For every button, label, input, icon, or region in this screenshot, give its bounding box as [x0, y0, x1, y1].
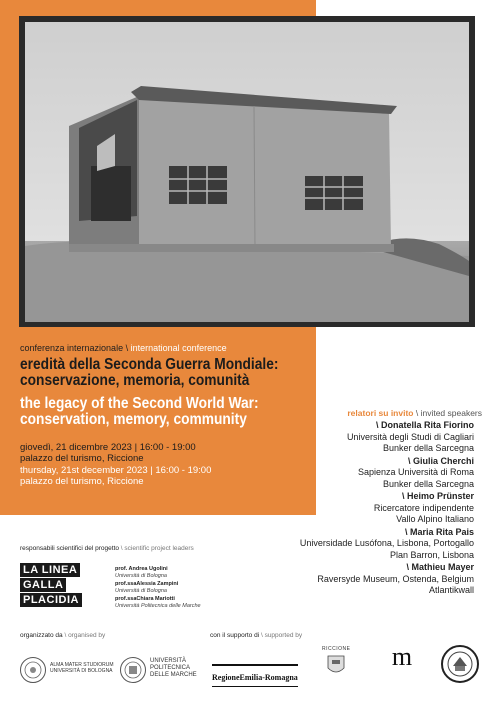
museo-logo-mark: m — [391, 642, 413, 671]
title-it-line2: conservazione, memoria, comunità — [20, 372, 250, 389]
speakers-header — [347, 408, 482, 418]
speakers-list — [274, 420, 474, 598]
separator: \ — [413, 408, 421, 418]
riccione-shield-icon — [326, 654, 346, 678]
professors-list — [115, 566, 201, 611]
title-en-line1: the legacy of the Second World War: — [20, 395, 259, 412]
professor-name: prof.ssaChiara Mariotti — [115, 596, 175, 602]
professor-affiliation: Università di Bologna — [115, 572, 167, 579]
speaker-site: Atlantikwall — [428, 585, 474, 595]
conference-label-it: conferenza internazionale — [20, 343, 124, 353]
conference-label-en: international conference — [130, 343, 227, 353]
supported-label-it: con il supporto di — [210, 632, 260, 639]
conference-type — [20, 343, 227, 353]
unibo-seal-icon — [20, 657, 46, 683]
speaker-item — [274, 527, 474, 562]
speaker-affiliation: Universidade Lusófona, Lisbona, Portogallo — [299, 538, 474, 548]
regione-logo-text: RegioneEmilia-Romagna — [212, 673, 298, 682]
logo-line-2: GALLA — [20, 578, 66, 592]
organized-label-it: organizzato da — [20, 632, 63, 639]
univpm-logo-text — [150, 658, 197, 679]
speaker-name: \ Heimo Prünster — [401, 491, 474, 501]
speaker-site: Bunker della Sarcegna — [382, 478, 474, 489]
speaker-site: Vallo Alpino Italiano — [396, 514, 474, 524]
speaker-site: Bunker della Sarcegna — [382, 443, 474, 453]
speaker-item — [274, 456, 474, 491]
riccione-logo — [322, 646, 350, 678]
speaker-item — [274, 562, 474, 597]
organized-by-label — [20, 632, 105, 639]
bunker-image — [19, 16, 475, 327]
title-english — [20, 396, 259, 428]
supported-by-label — [210, 632, 302, 639]
leaders-label-it: responsabili scientifici del progetto — [20, 545, 119, 552]
logo-line-3: PLACIDIA — [20, 593, 82, 607]
speakers-header-en: invited speakers — [420, 408, 482, 418]
unibo-line2: UNIVERSITÀ DI BOLOGNA — [50, 668, 113, 674]
riccione-logo-text: RICCIONE — [322, 646, 351, 652]
univpm-seal-icon — [120, 657, 146, 683]
speaker-item — [274, 420, 474, 455]
la-linea-galla-placidia-logo — [20, 563, 100, 608]
separator: \ — [123, 343, 131, 353]
speaker-item — [274, 491, 474, 526]
supported-label-en: supported by — [264, 632, 303, 639]
speaker-name: \ Mathieu Mayer — [406, 562, 474, 572]
place-en: palazzo del turismo, Riccione — [20, 476, 144, 487]
speaker-name: \ Maria Rita Pais — [404, 526, 474, 537]
professor-affiliation: Università Politecnica delle Marche — [115, 602, 201, 609]
professor-affiliation: Università di Bologna — [115, 587, 167, 594]
univpm-line1: UNIVERSITÀ — [150, 658, 187, 664]
organized-label-en: organised by — [68, 632, 106, 639]
unibo-logo-text — [50, 662, 114, 674]
unibo-line1: ALMA MATER STUDIORUM — [50, 662, 114, 668]
univpm-line2: POLITECNICA — [150, 665, 191, 671]
speakers-header-it: relatori su invito — [347, 408, 414, 418]
comune-seal-icon — [441, 645, 479, 683]
speaker-affiliation: Ricercatore indipendente — [373, 502, 474, 513]
date-en: thursday, 21st december 2023 | 16:00 - 19:00 — [20, 465, 212, 476]
logo-line-1: LA LINEA — [20, 563, 80, 577]
speaker-site: Plan Barron, Lisbona — [389, 549, 474, 560]
separator: \ — [119, 545, 125, 552]
separator: \ — [62, 632, 69, 639]
separator: \ — [259, 632, 265, 639]
leaders-label-en: scientific project leaders — [124, 545, 194, 552]
speaker-affiliation: Università degli Studi di Cagliari — [346, 431, 474, 442]
professor-name: prof.ssaAlessia Zampini — [115, 581, 179, 587]
speaker-name: \ Giulia Cherchi — [407, 455, 474, 466]
title-en-line2: conservation, memory, community — [20, 411, 247, 428]
title-italian — [20, 357, 278, 389]
professor-name: prof. Andrea Ugolini — [115, 566, 168, 572]
regione-emilia-romagna-logo — [212, 664, 298, 687]
place-it: palazzo del turismo, Riccione — [20, 453, 144, 464]
speaker-name: \ Donatella Rita Fiorino — [375, 420, 474, 430]
date-it: giovedì, 21 dicembre 2023 | 16:00 - 19:00 — [20, 442, 196, 453]
title-it-line1: eredità della Seconda Guerra Mondiale: — [20, 356, 279, 373]
univpm-line3: DELLE MARCHE — [150, 672, 197, 678]
speaker-affiliation: Sapienza Università di Roma — [357, 467, 474, 477]
museo-logo — [384, 644, 420, 670]
project-leaders-label — [20, 545, 194, 552]
speaker-affiliation: Raversyde Museum, Ostenda, Belgium — [317, 573, 474, 584]
bunker-photo — [19, 16, 475, 327]
